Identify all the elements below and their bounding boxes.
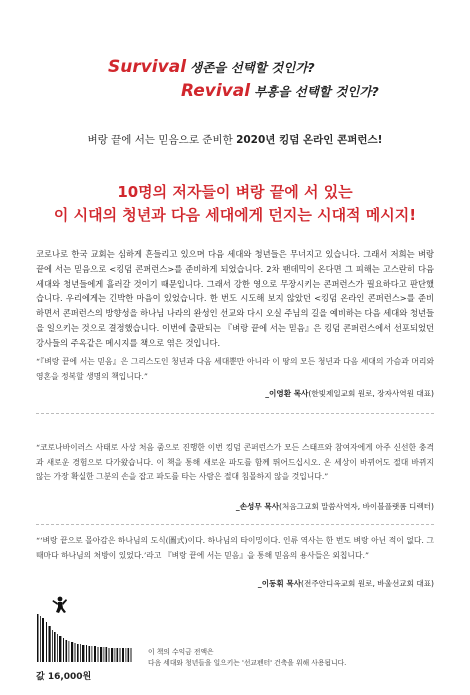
endorsement-name-2: _손성무 목사 (235, 502, 280, 511)
donation-note-line-1: 이 책의 수익금 전액은 (148, 648, 214, 656)
endorsement-affiliation-3: (전주안디옥교회 원로, 바울선교회 대표) (301, 579, 434, 588)
endorsement-quote-3: “‘벼랑 끝으로 몰아감은 하나님의 도식(圖式)이다. 하나님의 타이밍이다. 인류 역사는 한 번도 벼랑 아닌 적이 없다. 그때마다 하나님의 처방이 있었다.’라고 『벼랑 끝에 서는 믿음』을 통해 믿음의 용사들은 외칩니다.” (36, 536, 434, 560)
endorsement-name-1: _이영환 목사 (265, 389, 309, 398)
slogan-survival: Survival (108, 57, 187, 77)
slogan-revival-question: 부흥을 선택할 것인가? (254, 84, 379, 99)
endorsement-quote-2: “코로나바이러스 사태로 사상 처음 줌으로 진행한 이번 킹덤 콘퍼런스가 모든 스태프와 참여자에게 아주 신선한 충격과 새로운 경험으로 다가왔습니다. 이 책을 통해 새로운 파도를 함께 뛰어드십시오. 온 세상이 바뀌어도 절대 바뀌지 않는 가장 확실한 그분의 손을 잡고 파도를 타는 사람은 절대 침몰하지 않을 것입니다.” (36, 443, 434, 481)
headline-line-2: 이 시대의 청년과 다음 세대에게 던지는 시대적 메시지! (53, 206, 417, 224)
subhead (0, 132, 470, 147)
donation-note-line-2: 다음 세대와 청년들을 일으키는 '선교펜터' 건축을 위해 사용됩니다. (148, 659, 347, 667)
price: 값 16,000원 (36, 672, 92, 682)
endorsement-author-3 (258, 578, 434, 589)
slogan-line-2 (181, 81, 379, 101)
slogan-line-1 (108, 57, 315, 77)
barcode-illustration (36, 596, 134, 662)
endorsement-affiliation-2: (처음그교회 말씀사역자, 바이블플랫폼 디렉터) (279, 502, 434, 511)
slogan-revival: Revival (181, 81, 251, 101)
endorsement-author-1 (265, 388, 434, 399)
divider-2 (36, 524, 434, 525)
subhead-bold: 2020년 킹덤 온라인 콘퍼런스! (236, 134, 383, 146)
subhead-prefix: 벼랑 끝에 서는 믿음으로 준비한 (87, 134, 237, 146)
endorsement-author-2 (236, 501, 434, 512)
headline-line-1: 10명의 저자들이 벼랑 끝에 서 있는 (117, 183, 353, 201)
divider-1 (36, 413, 434, 414)
endorsement-name-3: _이동휘 목사 (257, 579, 302, 588)
slogan-survival-question: 생존을 선택할 것인가? (190, 60, 315, 75)
endorsement-quote-1: “『벼랑 끝에 서는 믿음』은 그리스도인 청년과 다음 세대뿐만 아니라 이 땅의 모든 청년과 다음 세대의 가슴과 머리와 영혼을 정복할 생명의 책입니다.” (36, 357, 434, 381)
endorsement-affiliation-1: (한빛제일교회 원로, 장자사역원 대표) (308, 389, 434, 398)
intro-paragraph: 코로나로 한국 교회는 심하게 흔들리고 있으며 다음 세대와 청년들은 무너지고 있습니다. 그래서 저희는 벼랑 끝에 서는 믿음으로 <킹덤 콘퍼런스>를 준비하게 되었습니다. 2차 팬데믹이 온다면 그 피해는 고스란히 다음 세대와 청년들에게 흘러갈 것이기 때문입니다. 그래서 강한 영으로 무장시키는 콘퍼런스가 필요하다고 판단했습니다. 우리에게는 긴박한 마음이 있었습니다. 한 번도 시도해 보지 않았던 <킹덤 온라인 콘퍼런스>를 준비하면서 콘퍼런스의 방향성을 하나님 나라의 완성인 선교와 다시 오실 주님의 길을 예비하는 다음 세대와 청년들을 일으키는 것으로 결정했습니다. 이번에 출판되는 『벼랑 끝에 서는 믿음』은 킹덤 콘퍼런스에서 선포되었던 강사들의 주옥같은 메시지를 책으로 엮은 것입니다. (36, 249, 434, 348)
